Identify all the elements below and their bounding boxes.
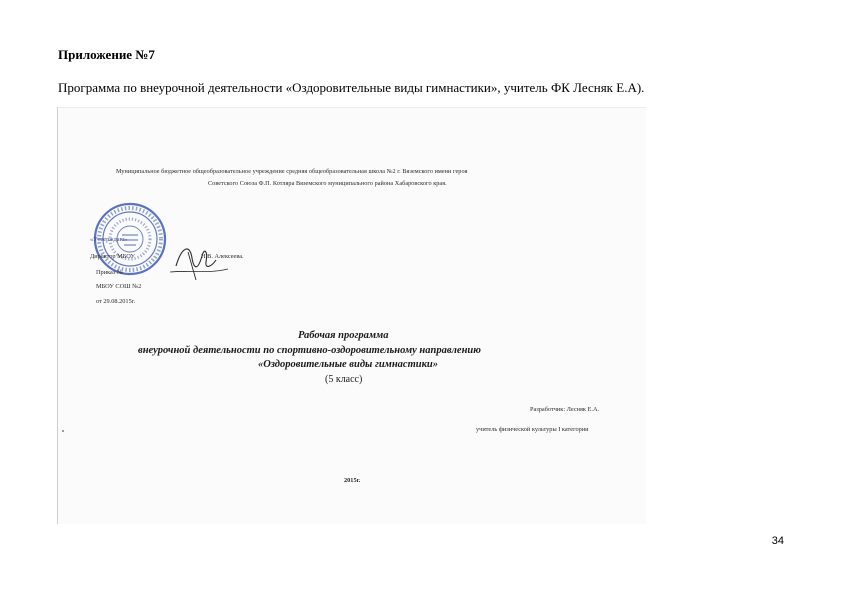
page-number: 34 (771, 535, 784, 547)
school-header-line-1: Муниципальное бюджетное общеобразовательное учреждение средняя общеобразовательная школа №2 г. Вяземского имени героя (116, 168, 468, 175)
school-header-line-2: Советского Союза Ф.П. Котляра Вяземского муниципального района Хабаровского края. (208, 180, 447, 187)
scanned-title-page (57, 107, 646, 524)
developer-label: Разработчик: Лесняк Е.А. (530, 406, 600, 413)
developer-role: учитель физической культуры I категории (476, 426, 589, 433)
program-direction: внеурочной деятельности по спортивно-оздоровительному направлению (138, 345, 481, 356)
appendix-heading: Приложение №7 (58, 47, 155, 62)
program-caption: Программа по внеурочной деятельности «Оздоровительные виды гимнастики», учитель ФК Лесняк Е.А). (58, 80, 645, 95)
school-short-name: МБОУ СОШ №2 (96, 283, 142, 290)
director-label: Директор МБОУ (90, 253, 135, 260)
grade-label: (5 класс) (325, 374, 363, 385)
program-name: «Оздоровительные виды гимнастики» (258, 359, 439, 370)
director-name: Н.В. Алексеева. (201, 253, 244, 260)
director-signature-icon (168, 236, 248, 286)
scan-speck (62, 430, 64, 432)
document-year: 2015г. (344, 477, 361, 484)
program-title: Рабочая программа (298, 330, 389, 341)
approve-label: «Утверждаю» (90, 236, 128, 243)
order-label: Приказ № (96, 269, 123, 276)
order-date: от 29.08.2015г. (96, 298, 136, 305)
